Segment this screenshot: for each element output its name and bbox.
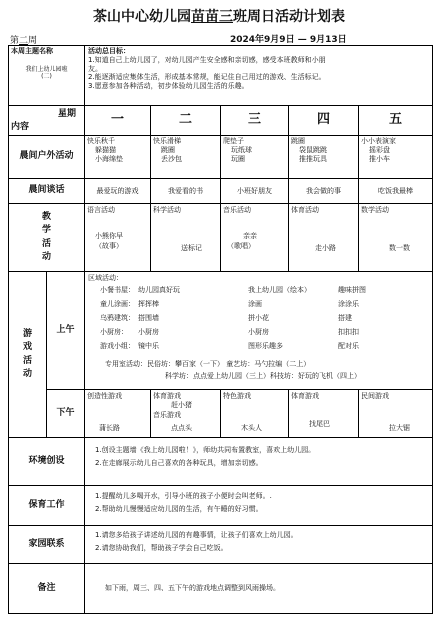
date-range: 2024年9月9日 — 9月13日 (230, 35, 347, 45)
teaching-label: 教 学 活 动 (9, 204, 85, 272)
afternoon-cell: 体育游戏 赶小猪 音乐游戏 点点头 (151, 390, 221, 438)
afternoon-label: 下午 (47, 390, 85, 438)
area-row (88, 314, 428, 328)
theme-cell (9, 46, 85, 106)
goals-cell (85, 46, 433, 106)
goal-line: 友。 (88, 64, 102, 73)
theme-sub: (二) (41, 73, 52, 81)
outdoor-cell: 快乐滑梯 跳圈 丢沙包 (151, 136, 221, 179)
day-tue: 二 (151, 106, 221, 136)
day-mon: 一 (85, 106, 151, 136)
talk-cell: 吃饭我最棒 (359, 179, 433, 204)
care-label: 保育工作 (9, 486, 85, 526)
area-row-item: 挥挥棒 (138, 300, 159, 308)
teaching-cell: 语言活动 小熊你早 （故事） (85, 204, 151, 272)
day-thu: 四 (289, 106, 359, 136)
goal-line: 1.知道自己上幼儿园了，对幼儿园产生安全感和亲切感，感受本班教师和小朋 (88, 55, 326, 64)
talk-cell: 最爱玩的游戏 (85, 179, 151, 204)
science-room-line: 科学坊：点点爱上幼儿园（三上）科技坊：好玩的飞机（四上） (165, 372, 361, 380)
environment-line: 2.在走廊展示幼儿自己喜欢的各种玩具，增加亲切感。 (95, 458, 263, 467)
area-row-item: 幼儿园真好玩 (138, 286, 180, 294)
area-row-item: 小厨房 (138, 328, 159, 336)
outdoor-cell: 快乐秋千 躲猫猫 小海绵垫 (85, 136, 151, 179)
teaching-cell: 体育活动 走小路 (289, 204, 359, 272)
area-row-item: 涂涂乐 (338, 300, 359, 308)
area-row-label: 游戏小组： (100, 342, 135, 350)
area-row-item: 搭建 (338, 314, 352, 322)
family-line: 1.请您多给孩子讲述幼儿园的有趣事情，让孩子们喜欢上幼儿园。 (95, 531, 298, 539)
area-row-item: 小厨房 (248, 328, 269, 336)
area-row-item: 配对乐 (338, 342, 359, 350)
area-row (88, 342, 428, 356)
area-row-item: 搭围墙 (138, 314, 159, 322)
special-room-line: 专用室活动：民俗坊：攀百家（一下） 童艺坊：马勺拉编（二上） (105, 360, 311, 368)
talk-label: 晨间谈话 (9, 179, 85, 204)
content-col-label: 内容 (11, 121, 30, 132)
environment-cell (85, 438, 433, 486)
afternoon-cell: 民间游戏 拉大锯 (359, 390, 433, 438)
afternoon-cell: 特色游戏 木头人 (221, 390, 289, 438)
talk-cell: 我爱看的书 (151, 179, 221, 204)
teaching-cell: 音乐活动 亲亲 （歌唱） (221, 204, 289, 272)
family-label: 家园联系 (9, 526, 85, 564)
weekday-header-corner (9, 106, 85, 136)
area-activities-cell (85, 272, 433, 390)
area-row-label: 童儿涂画： (100, 300, 135, 308)
area-row (88, 328, 428, 342)
area-row (88, 286, 428, 300)
area-row-item: 图形乐趣多 (248, 342, 283, 350)
family-cell (85, 526, 433, 564)
area-row-item: 趣味拼图 (338, 286, 366, 294)
family-line: 2.请您协助我们，帮助孩子学会自己吃饭。 (95, 543, 228, 552)
area-row-item: 镜中乐 (138, 342, 159, 350)
outdoor-cell: 跳圈 袋鼠跳跳 推推玩具 (289, 136, 359, 179)
area-row-item: 拼小花 (248, 314, 269, 322)
games-label: 游 戏 活 动 (9, 272, 47, 438)
outdoor-label: 晨间户外活动 (9, 136, 85, 179)
outdoor-cell: 爬垫子 玩纸球 玩圈 (221, 136, 289, 179)
area-row-item: 我上幼儿园（绘本） (248, 286, 311, 294)
outdoor-cell: 小小表演家 摇彩盘 推小车 (359, 136, 433, 179)
area-row-item: 涂画 (248, 300, 262, 308)
afternoon-cell: 体育游戏 找尾巴 (289, 390, 359, 438)
care-cell (85, 486, 433, 526)
afternoon-cell: 创造性游戏 蒲长路 (85, 390, 151, 438)
week-num: 二 (19, 36, 29, 46)
day-wed: 三 (221, 106, 289, 136)
week-number: 第二周 (10, 36, 38, 46)
area-title: 区域活动： (88, 274, 123, 282)
area-row-label: 乌鸦建筑： (100, 314, 135, 322)
talk-cell: 小班好朋友 (221, 179, 289, 204)
teaching-cell: 科学活动 送标记 (151, 204, 221, 272)
area-row-label: 小餐书屋： (100, 286, 135, 294)
area-rows (88, 286, 428, 356)
weekly-plan-table (8, 45, 433, 614)
school-name: 茶山中心幼儿园 (93, 9, 191, 25)
talk-cell: 我会做的事 (289, 179, 359, 204)
goals-label: 活动总目标： (88, 47, 130, 55)
area-row (88, 300, 428, 314)
weekday-row-label: 星期 (57, 109, 76, 119)
morning-label: 上午 (47, 272, 85, 390)
theme-label: 本周主题名称 (11, 47, 53, 55)
care-line: 2.帮助幼儿慢慢适应幼儿园的生活，有午睡的好习惯。 (95, 504, 263, 513)
teaching-cell: 数学活动 数一数 (359, 204, 433, 272)
class-name: 苗苗三 (191, 9, 233, 25)
environment-line: 1.创设主题墙《我上幼儿园啦！》，师幼共同布置教室，喜欢上幼儿园。 (95, 446, 316, 454)
notes-label: 备注 (9, 564, 85, 614)
area-row-item: 扣扣扣 (338, 328, 359, 336)
theme-name: 我们上幼儿园啦 (25, 65, 68, 73)
doc-type: 班周日活动计划表 (233, 9, 345, 25)
goal-line: 2.能逐渐适应集体生活，形成基本常规，能记住自己用过的游戏、生活标记。 (88, 73, 326, 82)
day-fri: 五 (359, 106, 433, 136)
environment-label: 环境创设 (9, 438, 85, 486)
care-line: 1.提醒幼儿多喝开水，引导小班的孩子小便时会叫老师。. (95, 492, 272, 500)
notes-cell: 如下雨，周三、四、五下午的游戏地点调整到风雨操场。 (85, 564, 433, 614)
page-title (0, 6, 438, 26)
goal-line: 3.愿意参加各种活动，初步体验幼儿园生活的乐趣。 (88, 82, 249, 90)
area-row-label: 小厨房： (100, 328, 128, 336)
